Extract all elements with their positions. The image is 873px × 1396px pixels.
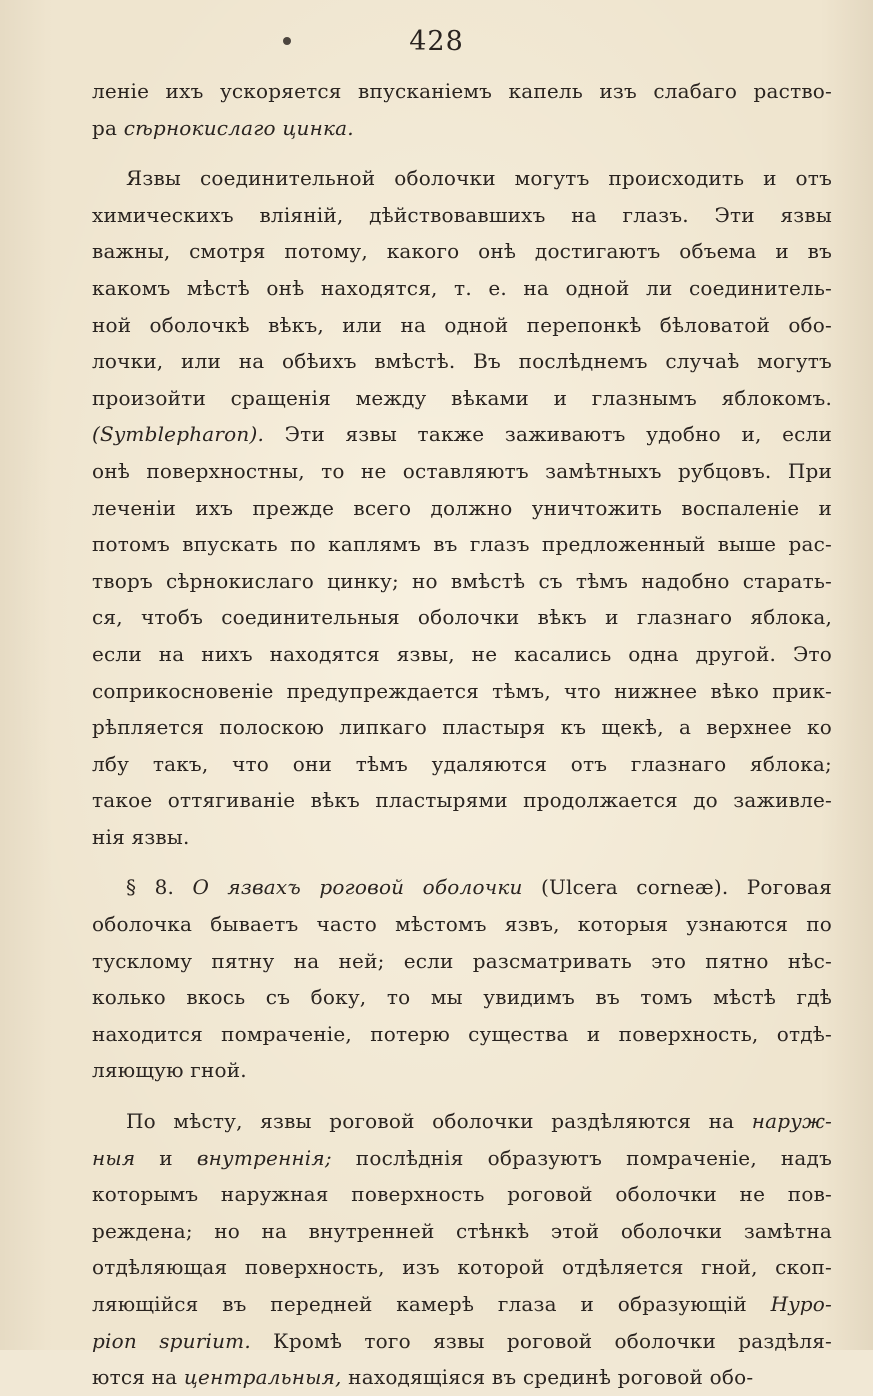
text-line — [92, 416, 832, 453]
text-run: леченіи ихъ прежде всего должно уничтожить воспаленіе и — [92, 495, 832, 520]
italic-text: О язвахъ роговой оболочки — [192, 875, 523, 900]
text-run: ной оболочкѣ вѣкъ, или на одной перепонкѣ бѣловатой обо- — [92, 312, 832, 337]
text-line — [92, 869, 832, 906]
text-run: важны, смотря потому, какого онѣ достигаютъ объема и въ — [92, 239, 832, 264]
text-run: рѣпляется полоскою липкаго пластыря къ щекѣ, а верхнее ко — [92, 715, 832, 740]
italic-text: центральныя, — [183, 1365, 342, 1390]
text-run: если на нихъ находятся язвы, не касались одна другой. Это — [92, 641, 832, 666]
text-line — [92, 110, 832, 147]
text-line — [92, 1286, 832, 1323]
page-header — [0, 22, 873, 62]
text-run: ляющую гной. — [92, 1058, 247, 1083]
text-run: отдѣляющая поверхность, изъ которой отдѣляется гной, скоп- — [92, 1255, 832, 1280]
paragraph — [92, 869, 832, 1089]
italic-text: (Symblepharon). — [92, 422, 265, 447]
paragraph — [92, 160, 832, 855]
text-run: (Ulcera corneæ). Роговая — [522, 875, 832, 900]
text-line — [92, 563, 832, 600]
text-run: лочки, или на обѣихъ вмѣстѣ. Въ послѣднемъ случаѣ могутъ — [92, 349, 832, 374]
text-line — [92, 746, 832, 783]
text-run: творъ сѣрнокислаго цинку; но вмѣстѣ съ тѣмъ надобно старать- — [92, 568, 832, 593]
text-run: и — [135, 1145, 197, 1170]
text-line — [92, 819, 832, 856]
text-line — [92, 979, 832, 1016]
text-line — [92, 73, 832, 110]
italic-text: внутреннія; — [196, 1145, 332, 1170]
text-line — [92, 380, 832, 417]
paragraph — [92, 73, 832, 146]
page-text — [92, 73, 832, 1396]
text-line — [92, 1016, 832, 1053]
italic-text: ныя — [92, 1145, 136, 1170]
text-run: тусклому пятну на ней; если разсматривать это пятно нѣс- — [92, 948, 832, 973]
italic-text: Hypo- — [770, 1292, 832, 1316]
text-run: Кромѣ того язвы роговой оболочки раздѣля- — [250, 1328, 832, 1353]
text-line — [92, 526, 832, 563]
text-run: ра — [92, 115, 124, 140]
text-run: ся, чтобъ соединительныя оболочки вѣкъ и глазнаго яблока, — [92, 605, 832, 630]
text-line — [92, 453, 832, 490]
text-run: ляющійся въ передней камерѣ глаза и образующій — [92, 1292, 771, 1316]
text-line — [92, 270, 832, 307]
text-run: нія язвы. — [92, 824, 190, 849]
text-line — [92, 1176, 832, 1213]
text-line — [92, 1213, 832, 1250]
text-run: Эти язвы также заживаютъ удобно и, если — [264, 422, 832, 447]
text-line — [92, 782, 832, 819]
page-number: 428 — [409, 26, 464, 57]
italic-text: наруж- — [751, 1109, 832, 1134]
text-line — [92, 599, 832, 636]
text-line — [92, 1323, 832, 1360]
text-line — [92, 343, 832, 380]
text-line — [92, 906, 832, 943]
text-line — [92, 490, 832, 527]
text-line — [92, 1052, 832, 1089]
italic-text: сѣрнокислаго цинка. — [123, 115, 354, 140]
text-run: произойти сращенія между вѣками и глазнымъ яблокомъ. — [92, 385, 832, 410]
text-line — [92, 307, 832, 344]
text-run: реждена; но на внутренней стѣнкѣ этой оболочки замѣтна — [92, 1218, 832, 1243]
text-run: колько вкось съ боку, то мы увидимъ въ томъ мѣстѣ гдѣ — [92, 985, 832, 1010]
text-line — [92, 1103, 832, 1140]
text-run: По мѣсту, язвы роговой оболочки раздѣляются на — [126, 1109, 752, 1134]
text-run: леніе ихъ ускоряется впусканіемъ капель изъ слабаго раство- — [92, 79, 832, 103]
italic-text: pion spurium. — [92, 1328, 251, 1353]
text-run: такое оттягиваніе вѣкъ пластырями продолжается до заживле- — [92, 788, 832, 813]
paragraph-gap — [92, 146, 832, 160]
text-line — [92, 709, 832, 746]
text-line — [92, 1140, 832, 1177]
text-run: послѣднія образуютъ помраченіе, надъ — [331, 1145, 832, 1170]
paragraph-gap — [92, 1089, 832, 1103]
text-line — [92, 1359, 832, 1396]
text-line — [92, 160, 832, 197]
text-line — [92, 1249, 832, 1286]
text-run: ются на — [92, 1365, 184, 1390]
text-run: лбу такъ, что они тѣмъ удаляются отъ глазнаго яблока; — [92, 751, 832, 776]
text-run: соприкосновеніе предупреждается тѣмъ, что нижнее вѣко прик- — [92, 678, 832, 703]
text-line — [92, 943, 832, 980]
text-run: Язвы соединительной оболочки могутъ происходить и отъ — [126, 166, 832, 191]
text-line — [92, 636, 832, 673]
text-run: которымъ наружная поверхность роговой оболочки не пов- — [92, 1182, 832, 1207]
text-run: находящіяся въ срединѣ роговой обо- — [341, 1365, 754, 1390]
text-line — [92, 197, 832, 234]
text-run: какомъ мѣстѣ онѣ находятся, т. е. на одной ли соединитель- — [92, 275, 832, 300]
text-run: оболочка бываетъ часто мѣстомъ язвъ, которыя узнаются по — [92, 912, 832, 937]
text-run: химическихъ вліяній, дѣйствовавшихъ на глазъ. Эти язвы — [92, 202, 832, 227]
paragraph — [92, 1103, 832, 1396]
text-run: онѣ поверхностны, то не оставляютъ замѣтныхъ рубцовъ. При — [92, 458, 832, 483]
text-run: находится помраченіе, потерю существа и поверхность, отдѣ- — [92, 1021, 832, 1046]
text-run: § 8. — [126, 875, 193, 900]
text-line — [92, 233, 832, 270]
text-line — [92, 673, 832, 710]
text-run: потомъ впускать по каплямъ въ глазъ предложенный выше рас- — [92, 532, 832, 557]
paragraph-gap — [92, 855, 832, 869]
